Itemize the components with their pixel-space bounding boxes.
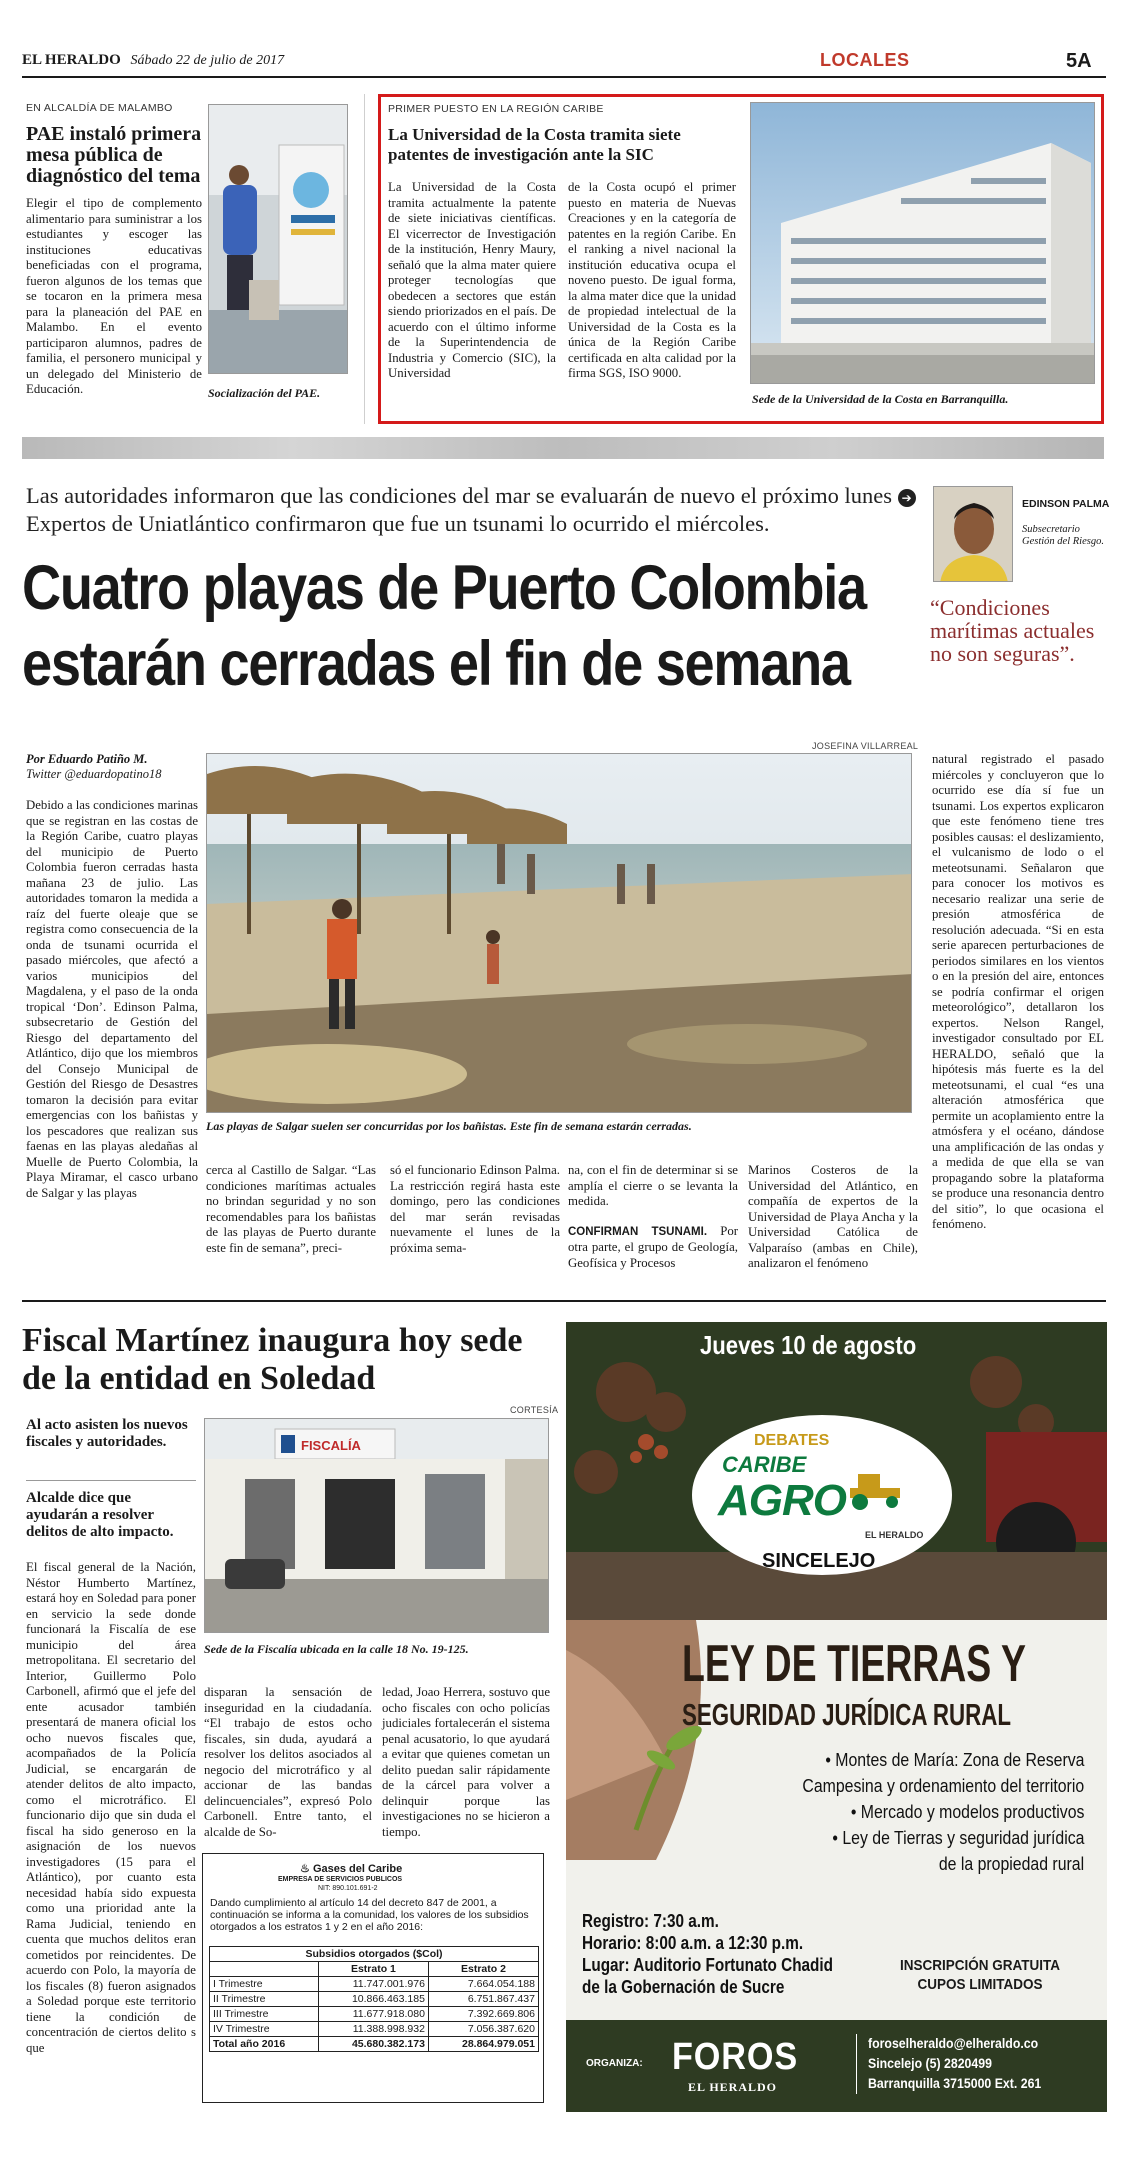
cell-estrato-2: 28.864.979.051 <box>428 2037 538 2052</box>
cell-estrato-2: 7.392.669.806 <box>428 2007 538 2022</box>
section-name: LOCALES <box>820 50 910 70</box>
newspaper-name: EL HERALDO <box>22 52 121 68</box>
main-headline <box>22 550 866 702</box>
masthead <box>22 52 284 69</box>
issue-date: Sábado 22 de julio de 2017 <box>130 53 285 68</box>
main-body-col2: cerca al Castillo de Salgar. “Las condiciones marítimas actuales no brindan seguridad y no son recomendables para los bañistas de las playas de Puerto durante este fin de semana”, preci- <box>206 1163 376 1255</box>
cell-estrato-1: 10.866.463.185 <box>318 1992 428 2007</box>
arrow-right-icon: ➔ <box>898 489 916 507</box>
fiscal-body-col2: disparan la sensación de inseguridad en la ciudadanía. “El trabajo de estos ocho fiscales, sin duda, ayudará a resolver los delitos asociados al negocio del microtráfico y al accionar de las bandas delincuenciales”, expresó Polo Carbonell. Entre tanto, el alcalde de So- <box>204 1685 372 1839</box>
ad-horario: Horario: 8:00 a.m. a 12:30 p.m. <box>582 1933 804 1953</box>
column-divider <box>364 94 365 424</box>
table-row <box>210 1977 539 1992</box>
main-body-col3: só el funcionario Edinson Palma. La restricción regirá hasta este domingo, pero las condiciones del mar serán revisadas nuevamente el lunes de la próxima sema- <box>390 1163 560 1255</box>
ad-agro: AGRO <box>718 1476 846 1525</box>
section-rule <box>22 1300 1106 1302</box>
ad-city: SINCELEJO <box>762 1550 876 1572</box>
edinson-quote: “Condiciones marítimas actuales no son seguras”. <box>930 595 1095 666</box>
pae-headline: PAE instaló primera mesa pública de diagnóstico del tema <box>26 123 202 187</box>
table-title-row <box>210 1947 539 1962</box>
table-header-row <box>210 1962 539 1977</box>
row-label: Total año 2016 <box>210 2037 319 2052</box>
cell-estrato-1: 11.677.918.080 <box>318 2007 428 2022</box>
page-number: 5A <box>1066 50 1092 72</box>
pae-caption: Socialización del PAE. <box>208 386 321 400</box>
uni-building-photo <box>750 102 1095 384</box>
uni-caption: Sede de la Universidad de la Costa en Barranquilla. <box>752 392 1009 406</box>
cell-estrato-1: 45.680.382.173 <box>318 2037 428 2052</box>
gases-subtitle: EMPRESA DE SERVICIOS PUBLICOS <box>278 1876 403 1883</box>
ad-topic-3: • Ley de Tierras y seguridad jurídica <box>831 1828 1084 1848</box>
main-body-col5: Marinos Costeros de la Universidad del Atlántico, en compañía de expertos de la Universidad de Playa Ancha y la Universidad Católica de Valparaíso (ambas en Chile), analizaron el fenómeno <box>748 1163 918 1270</box>
foros-logo: FOROS <box>672 2036 799 2078</box>
uni-headline: La Universidad de la Costa tramita siete patentes de investigación ante la SIC <box>388 125 681 164</box>
cell-estrato-2: 7.664.054.188 <box>428 1977 538 1992</box>
beach-photo <box>206 753 912 1113</box>
gases-logo <box>300 1862 402 1875</box>
headline-line-2: estarán cerradas el fin de semana <box>22 629 850 699</box>
table-row <box>210 2022 539 2037</box>
ad-date: Jueves 10 de agosto <box>700 1330 917 1360</box>
foros-logo-heraldo: EL HERALDO <box>688 2080 778 2094</box>
table-title: Subsidios otorgados ($Col) <box>210 1947 539 1962</box>
ad-inscription-free: INSCRIPCIÓN GRATUITA <box>900 1957 1061 1974</box>
fiscalia-sign: FISCALÍA <box>301 1438 361 1453</box>
main-col4-text-b: Por otra parte, el grupo de Geología, Geofísica y Procesos <box>568 1223 738 1270</box>
ad-topic-3b: de la propiedad rural <box>938 1854 1084 1874</box>
uni-body-col1: La Universidad de la Costa tramita actualmente la patente de siete iniciativas científicas. El vicerrector de Investigación de la institución, Henry Maury, señaló que la alma mater quiere proteger tecnologías que obedecen a sectores que están siendo priorizados en el país. De acuerdo con el último informe de la Superintendencia de Industria y Comercio (SIC), la Universidad <box>388 180 556 380</box>
tractor-icon <box>840 1470 910 1510</box>
table-row-total <box>210 2037 539 2052</box>
header-rule <box>22 76 1106 78</box>
pae-kicker: EN ALCALDÍA DE MALAMBO <box>26 102 173 114</box>
ad-registro: Registro: 7:30 a.m. <box>582 1911 719 1931</box>
ad-lugar-2: de la Gobernación de Sucre <box>582 1977 785 1997</box>
pae-photo <box>208 104 348 374</box>
ad-caribe: CARIBE <box>722 1452 807 1477</box>
edinson-role: Subsecretario Gestión del Riesgo. <box>1022 524 1104 547</box>
row-label: III Trimestre <box>210 2007 319 2022</box>
row-label: I Trimestre <box>210 1977 319 1992</box>
cell-estrato-2: 7.056.387.620 <box>428 2022 538 2037</box>
main-col4-text: na, con el fin de determinar si se amplía el cierre o se levanta la medida. <box>568 1163 738 1208</box>
ad-phone-sincelejo: Sincelejo (5) 2820499 <box>868 2055 992 2071</box>
ad-topic-2: • Mercado y modelos productivos <box>850 1802 1084 1822</box>
headline-line-1: Cuatro playas de Puerto Colombia <box>22 553 866 623</box>
main-deck <box>26 482 926 538</box>
ad-organiza: ORGANIZA: <box>586 2058 643 2069</box>
edinson-name: EDINSON PALMA <box>1022 498 1110 510</box>
byline-author: Por Eduardo Patiño M. <box>26 752 148 766</box>
subhead-confirman: CONFIRMAN TSUNAMI. <box>568 1225 708 1238</box>
fiscal-photo-credit: CORTESÍA <box>510 1405 559 1415</box>
subhead-divider <box>26 1480 196 1481</box>
main-body-col4 <box>568 1163 738 1271</box>
ad-topic-1: • Montes de María: Zona de Reserva <box>824 1750 1084 1770</box>
gases-logo-text: Gases del Caribe <box>312 1863 403 1875</box>
deck-part-1: Las autoridades informaron que las condiciones del mar se evaluarán de nuevo el próximo lunes <box>26 483 892 508</box>
ad-footer-divider <box>856 2034 857 2094</box>
ad-email: foroselheraldo@elheraldo.co <box>868 2035 1039 2051</box>
fiscal-subhead-1: Al acto asisten los nuevos fiscales y autoridades. <box>26 1417 188 1450</box>
ad-phone-barranquilla: Barranquilla 3715000 Ext. 261 <box>868 2075 1042 2091</box>
ad-topic-1b: Campesina y ordenamiento del territorio <box>802 1776 1084 1796</box>
gases-notice-text: Dando cumplimiento al artículo 14 del decreto 847 de 2001, a continuación se informa a la comunidad, los valores de los subsidios otorgados a los estratos 1 y 2 en el año 2016: <box>210 1897 529 1933</box>
uni-kicker: PRIMER PUESTO EN LA REGIÓN CARIBE <box>388 103 604 115</box>
uni-body-col2: de la Costa ocupó el primer puesto en materia de Nuevas Creaciones y en la categoría de patentes en la región Caribe. En el ranking a nivel nacional la institución educativa ocupa el noveno puesto. De igual forma, la alma mater dice que la unidad de propiedad intelectual de la Universidad de la Costa es la única de la Región Caribe certificada en alta calidad por la firma SGS, ISO 9000. <box>568 180 736 380</box>
fiscalia-photo <box>204 1418 549 1633</box>
main-caption: Las playas de Salgar suelen ser concurridas por los bañistas. Este fin de semana estarán cerradas. <box>206 1119 692 1133</box>
header-estrato-2: Estrato 2 <box>428 1962 538 1977</box>
fiscal-body-col3: ledad, Joao Herrera, sostuvo que ocho fiscales con ocho policías judiciales fortalecerán el sistema penal acusatorio, lo que ayudará a evitar que quienes cometan un delito puedan salir rápidamente de la cárcel para volver a delinquir porque las investigaciones no se hicieron a tiempo. <box>382 1685 550 1839</box>
byline <box>26 752 211 782</box>
header-estrato-1: Estrato 1 <box>318 1962 428 1977</box>
cell-estrato-1: 11.747.001.976 <box>318 1977 428 1992</box>
ad-logo-heraldo: EL HERALDO <box>865 1530 924 1540</box>
ad-inscription <box>900 1956 1060 1994</box>
row-label: IV Trimestre <box>210 2022 319 2037</box>
fiscal-caption: Sede de la Fiscalía ubicada en la calle 18 No. 19-125. <box>204 1642 469 1656</box>
deck-part-2: Expertos de Uniatlántico confirmaron que fue un tsunami lo ocurrido el miércoles. <box>26 511 770 536</box>
main-body-col6: natural registrado el pasado miércoles y concluyeron que lo ocurrido ese día sí fue un tsunami. Los expertos explicaron que este fenómeno tiene tres posibles causas: el deslizamiento, el vulcanismo de lodo o el meteotsunami. Señalaron que para conocer los motivos es necesario realizar una serie de presión atmosférica de resolución adecuada. “Si en esta serie aparecen perturbaciones de periodos similares en los vientos o en la presión del aire, entonces se podría confirmar el origen meteorológico”, detallaron los expertos. Nelson Rangel, investigador consultado por EL HERALDO, señaló que la hipótesis más fuerte es la del meteotsunami, el cual “es una alteración atmosférica que permite un acoplamiento entre la atmósfera y el océano, dándose una amplificación de las ondas y a medida de que ella se van propagando sobre la plataforma se produce una resonancia dentro del sitio”, lo que ocasiona el fenómeno. <box>932 752 1105 1231</box>
ad-limited-spots: CUPOS LIMITADOS <box>917 1976 1043 1993</box>
row-label: II Trimestre <box>210 1992 319 2007</box>
ad-title-2: SEGURIDAD JURÍDICA RURAL <box>682 1697 1012 1732</box>
cell-estrato-2: 6.751.867.437 <box>428 1992 538 2007</box>
fiscal-headline: Fiscal Martínez inaugura hoy sede de la entidad en Soledad <box>22 1322 523 1397</box>
byline-twitter: Twitter @eduardopatino18 <box>26 767 162 781</box>
main-body-col1: Debido a las condiciones marinas que se registran en las costas de la Región Caribe, cuatro playas del municipio de Puerto Colombia fueron cerradas hasta mañana 23 de julio. Las autoridades tomaron la medida a raíz del fuerte oleaje que se registra como consecuencia de la onda de tsunami ocurrida el pasado miércoles, que afectó a varios municipios del Magdalena, y el paso de la onda tropical ‘Don’. Edinson Palma, subsecretario de Gestión del Riesgo del departamento del Atlántico, dijo que los miembros del Consejo Municipal de Gestión del Riesgo de Desastres tomaron la decisión para evitar emergencias con los bañistas y los pescadores que realizan sus faenas en las playas aledañas al Muelle de Puerto Colombia, la Playa Miramar, el casco urbano de Salgar y las playas <box>26 798 198 1200</box>
table-row <box>210 1992 539 2007</box>
flame-icon: ♨ <box>300 1863 310 1875</box>
subsidies-table <box>209 1946 539 2052</box>
cell-estrato-1: 11.388.998.932 <box>318 2022 428 2037</box>
pae-body: Elegir el tipo de complemento alimentario para suministrar a los estudiantes y escoger las instituciones educativas beneficiadas con el programa, fueron algunos de los temas que se tocaron en la primera mesa para la planeación del PAE en Malambo. En el evento participaron alumnos, padres de familia, el personero municipal y un delegado del Ministerio de Educación. <box>26 196 202 396</box>
fiscal-subhead-2: Alcalde dice que ayudarán a resolver delitos de alto impacto. <box>26 1490 174 1540</box>
ad-lugar: Lugar: Auditorio Fortunato Chadid <box>582 1955 834 1975</box>
decorative-band <box>22 437 1104 459</box>
main-photo-credit: JOSEFINA VILLARREAL <box>812 741 919 751</box>
edinson-portrait <box>933 486 1013 582</box>
fiscal-body-col1: El fiscal general de la Nación, Néstor Humberto Martínez, estará hoy en Soledad para poner en servicio la sede donde funcionará la Fiscalía de ese municipio del área metropolitana. El secretario del Interior, Guillermo Polo Carbonell, afirmó que el jefe del ente acusador también presentará de manera oficial los ocho nuevos fiscales que, acompañados de la Policía Judicial, se encargarán de atender delitos de alto impacto, como el microtráfico. El funcionario dijo que sin duda el fiscal ha sido generoso en la asignación de los nuevos investigadores (15 para el Atlántico), por cuanto esta necesidad había sido expuesta como una prioridad ante la Rama Judicial, teniendo en cuenta que muchos delitos eran cometidos por reincidentes. De acuerdo con Polo, la mayoría de los fiscales (8) fueron asignados a Soledad porque este territorio tiene la condición de concentración de ciertos delito s que <box>26 1560 196 2055</box>
ad-title-1: LEY DE TIERRAS Y <box>682 1635 1026 1693</box>
ad-debates: DEBATES <box>754 1432 830 1449</box>
gases-nit: NIT: 890.101.691-2 <box>318 1885 378 1892</box>
table-row <box>210 2007 539 2022</box>
